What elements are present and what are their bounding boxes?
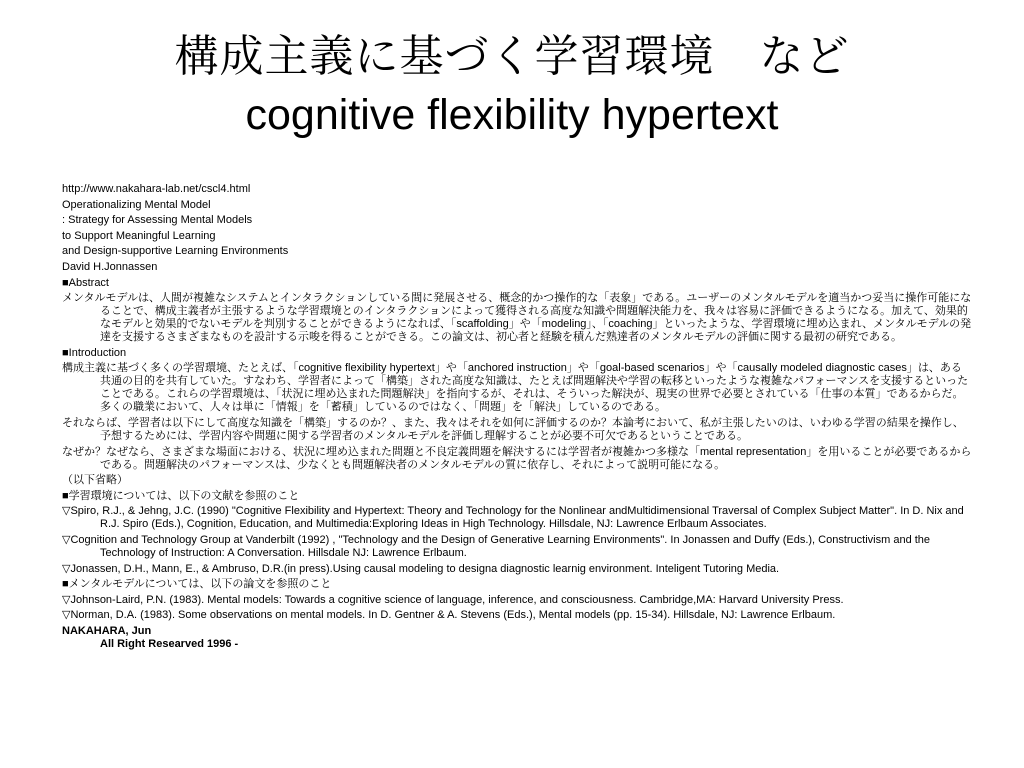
abstract-heading: ■Abstract (62, 276, 109, 289)
reference-norman: ▽Norman, D.A. (1983). Some observations on mental models. In D. Gentner & A. Stevens (Eds.), Mental models (pp. 15-34). Hillsdale, NJ: Lawrence Erlbaum. (62, 609, 836, 622)
reference-cognition-technology: ▽Cognition and Technology Group at Vanderbilt (1992) , "Technology and the Design of Generative Learning Environments". In Jonassen and Duffy (Eds.), Constructivism and the Technology of Instruction: A Conversation. Hillsdale NJ: Lawrence Erlbaum. (62, 533, 931, 559)
paper-author: David H.Jonnassen (62, 260, 158, 273)
mental-model-heading: ■メンタルモデルについては、以下の論文を参照のこと (62, 578, 332, 591)
paper-title-line-4: and Design-supportive Learning Environments (62, 245, 289, 258)
reference-johnson-laird: ▽Johnson-Laird, P.N. (1983). Mental models: Towards a cognitive science of language, inference, and consciousness. Cambridge,MA: Harvard University Press. (62, 593, 844, 606)
signature (62, 625, 972, 651)
introduction-paragraph-3: なぜか？なぜなら、さまざまな場面における、状況に埋め込まれた問題と不良定義問題を解決するには学習者が複雑かつ多様な「mental representation」を用いることが必要であるからである。問題解決のパフォーマンスは、少なくとも問題解決者のメンタルモデルの質に依存し、それによって説明可能になる。 (62, 445, 972, 471)
source-url: http://www.nakahara-lab.net/cscl4.html (62, 183, 251, 195)
paper-title-line-3: to Support Meaningful Learning (62, 229, 216, 242)
introduction-heading: ■Introduction (62, 346, 127, 359)
abstract-paragraph: メンタルモデルは、人間が複雑なシステムとインタラクションしている間に発展させる、概念的かつ操作的な「表象」である。ユーザーのメンタルモデルを適当かつ妥当に操作可能になることで、構成主義者が主張するような学習環境とのインタラクションによって獲得される高度な知識や問題解決能力を、我々は容易に評価できるようになる。加えて、効果的なモデルと効果的でないモデルを判別することができるようになれば、「scaffolding」や「modeling」、「coaching」といったような、学習環境に埋め込まれ、メンタルモデルの発達を支援するさまざまなものを設計する示唆を得ることができる。この論文は、初心者と経験を積んだ熟達者のメンタルモデルの評価に関する最初の研究である。 (62, 292, 972, 344)
signature-copyright: All Right Researved 1996 - (100, 637, 239, 650)
slide-title (0, 28, 1024, 144)
learning-environment-heading: ■学習環境については、以下の文献を参照のこと (62, 489, 300, 502)
omission-note: （以下省略） (62, 474, 128, 487)
reference-jonassen: ▽Jonassen, D.H., Mann, E., & Ambruso, D.R.(in press).Using causal modeling to designa diagnostic learnig environment. Inteligent Tutoring Media. (62, 562, 780, 575)
slide-title-english: cognitive flexibility hypertext (245, 91, 779, 139)
paper-title-line-1: Operationalizing Mental Model (62, 198, 211, 211)
introduction-paragraph-1: 構成主義に基づく多くの学習環境、たとえば、「cognitive flexibility hypertext」や「anchored instruction」や「goal-based scenarios」や「causally modeled diagnostic cases」は、ある共通の目的を共有していた。すなわち、学習者によって「構築」された高度な知識は、たとえば問題解決や学習の転移といったような複雑なパフォーマンスを支援するといったことである。これらの学習環境は、「状況に埋め込まれた問題解決」を指向するが、それは、そういった解決が、現実の世界で必要とされている「仕事の本質」であるからだ。多くの職業において、人々は単に「情報」を「蓄積」しているのではなく、「問題」を「解決」しているのである。 (62, 362, 969, 414)
signature-name: NAKAHARA, Jun (62, 624, 152, 637)
reference-spiro: ▽Spiro, R.J., & Jehng, J.C. (1990) "Cognitive Flexibility and Hypertext: Theory and Technology for the Nonlinear andMultidimensional Traversal of Complex Subject Matter". In D. Nix and R.J. Spiro (Eds.), Cognition, Education, and Multimedia:Exploring Ideas in High Technology. Hillsdale, NJ: Lawrence Erlbaum Associates. (62, 505, 964, 531)
introduction-paragraph-2: それならば、学習者は以下にして高度な知識を「構築」するのか？、また、我々はそれを如何に評価するのか？本論考において、私が主張したいのは、いわゆる学習の結果を操作し、予想するためには、学習内容や問題に関する学習者のメンタルモデルを評価し理解することが必要不可欠であるということである。 (62, 416, 964, 442)
paper-title-line-2: : Strategy for Assessing Mental Models (62, 214, 253, 227)
slide-title-japanese: 構成主義に基づく学習環境 など (174, 31, 850, 82)
document-body (62, 183, 972, 651)
